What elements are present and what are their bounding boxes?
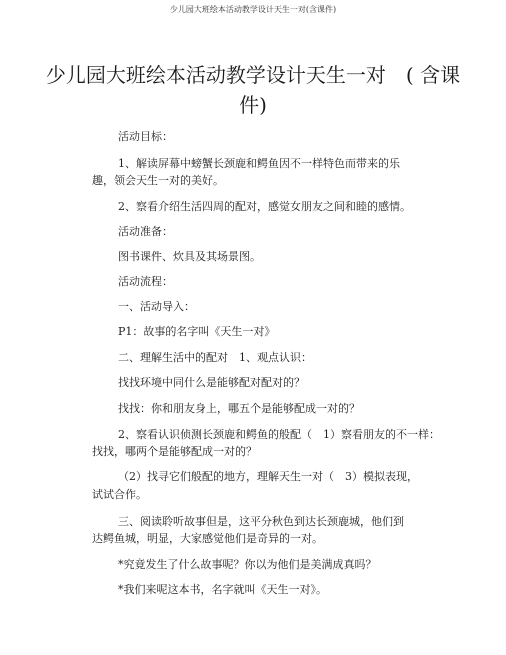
paragraph-prep-heading: 活动准备：: [118, 225, 173, 238]
paragraph-goal-2: 2、察看介绍生活四周的配对，感觉女朋友之间和睦的感情。: [118, 200, 411, 213]
paragraph-section-2: 二、理解生活中的配对 1、观点认识：: [118, 351, 312, 364]
paragraph-goals-heading: 活动目标：: [118, 130, 173, 143]
paragraph-process-heading: 活动流程：: [118, 275, 173, 288]
paragraph-find-friends: 找找：你和朋友身上，哪五个是能够配成一对的？: [118, 402, 360, 415]
paragraph-goal-1-line-1: 1、解读屏幕中螃蟹长颈鹿和鳄鱼因不一样特色而带来的乐: [118, 157, 400, 170]
page-title: 少儿园大班绘本活动教学设计天生一对 ( 含课件): [45, 63, 461, 117]
paragraph-match-line-1: （2）找寻它们般配的地方，理解天生一对（ 3）模拟表现，: [118, 470, 418, 483]
paragraph-find-environment: 找找环境中同什么是能够配对配对的？: [118, 376, 305, 389]
paragraph-p1-story-name: P1：故事的名字叫《天生一对》: [118, 325, 276, 338]
paragraph-section-3-line-1: 三、阅读聆听故事但是，这平分秋色到达长颈鹿城，他们到: [118, 515, 404, 528]
paragraph-observe-line-1: 2、察看认识侦测长颈鹿和鳄鱼的般配（ 1）察看朋友的不一样：: [118, 428, 440, 441]
paragraph-match-line-2: 试试合作。: [92, 488, 147, 501]
paragraph-section-3-line-2: 达鳄鱼城，明显，大家感觉他们是奇异的一对。: [92, 532, 323, 545]
paragraph-goal-1-line-2: 趣，领会天生一对的美好。: [92, 174, 224, 187]
paragraph-prep-materials: 图书课件、炊具及其场景图。: [118, 250, 261, 263]
paragraph-observe-line-2: 找找，哪两个是能够配成一对的？: [92, 445, 257, 458]
paragraph-section-1: 一、活动导入：: [118, 300, 195, 313]
paragraph-question: *究竟发生了什么故事呢？你以为他们是美满成真吗？: [118, 558, 377, 571]
running-header: 少儿园大班绘本活动教学设计天生一对(含课件): [169, 5, 337, 14]
paragraph-book-name: *我们来呢这本书，名字就叫《天生一对》。: [118, 583, 327, 596]
